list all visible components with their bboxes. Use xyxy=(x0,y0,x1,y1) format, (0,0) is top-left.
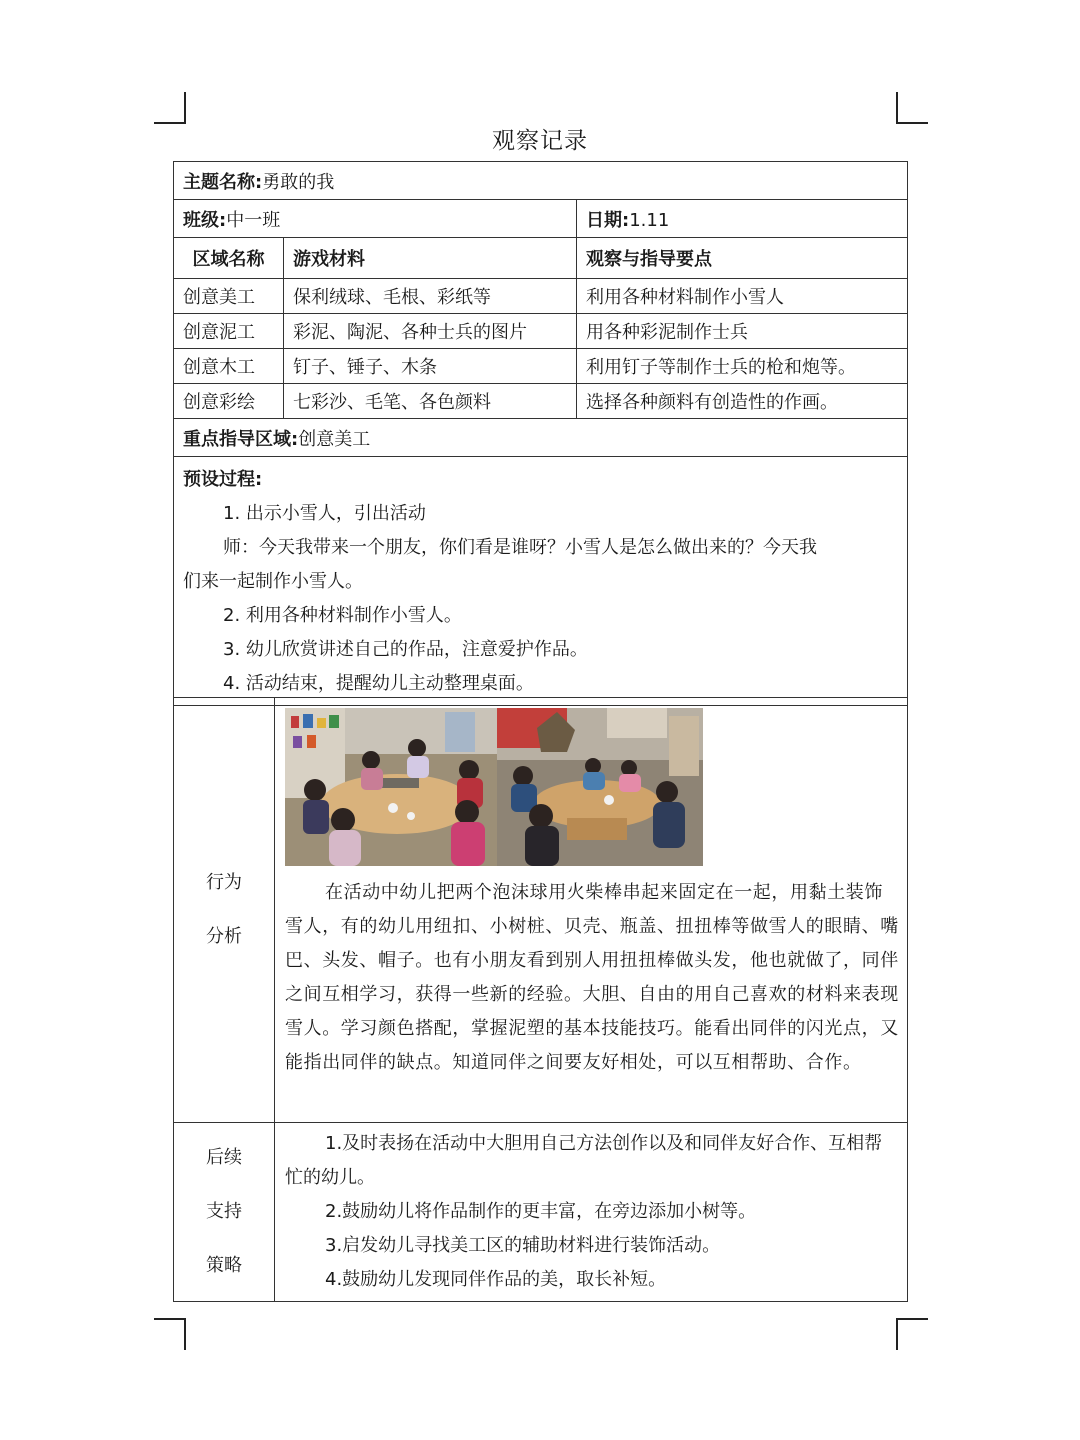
behavior-label-line-2: 分析 xyxy=(206,926,242,947)
process-teacher-line-2: 们来一起制作小雪人。 xyxy=(183,571,363,592)
follow-up-content-cell xyxy=(275,1123,908,1302)
activity-photo-right xyxy=(497,708,703,866)
theme-label: 主题名称: xyxy=(183,171,263,193)
table-row xyxy=(174,279,908,314)
follow-up-row xyxy=(174,1123,908,1302)
date-value: 1.11 xyxy=(629,209,670,231)
process-step-2: 2. 利用各种材料制作小雪人。 xyxy=(223,605,462,626)
class-date-row xyxy=(174,200,908,238)
column-header-materials: 游戏材料 xyxy=(284,238,577,279)
area-cell: 创意木工 xyxy=(174,349,284,384)
table-row xyxy=(174,384,908,419)
process-step-4: 4. 活动结束，提醒幼儿主动整理桌面。 xyxy=(223,673,534,694)
header-row xyxy=(174,238,908,279)
process-teacher-line-1: 师：今天我带来一个朋友，你们看是谁呀？小雪人是怎么做出来的？今天我 xyxy=(223,537,817,558)
behavior-label-cell xyxy=(174,698,275,1123)
analysis-table xyxy=(173,697,908,1302)
key-area-label: 重点指导区域: xyxy=(183,428,299,450)
activity-photo-left xyxy=(285,708,497,866)
follow-up-label-line-3: 策略 xyxy=(206,1255,242,1276)
class-label: 班级: xyxy=(183,209,227,231)
process-step-3: 3. 幼儿欣赏讲述自己的作品，注意爱护作品。 xyxy=(223,639,588,660)
date-cell xyxy=(577,200,908,238)
theme-cell xyxy=(174,162,908,200)
follow-up-item-4: 4.鼓励幼儿发现同伴作品的美，取长补短。 xyxy=(325,1269,667,1290)
activity-photos xyxy=(285,708,703,866)
area-cell: 创意彩绘 xyxy=(174,384,284,419)
column-header-area: 区域名称 xyxy=(174,238,284,279)
crop-mark-bottom-left xyxy=(154,1318,186,1350)
area-cell: 创意泥工 xyxy=(174,314,284,349)
class-cell xyxy=(174,200,577,238)
points-cell: 利用钉子等制作士兵的枪和炮等。 xyxy=(577,349,908,384)
process-label: 预设过程: xyxy=(183,469,263,490)
materials-cell: 七彩沙、毛笔、各色颜料 xyxy=(284,384,577,419)
key-area-value: 创意美工 xyxy=(298,428,371,450)
table-row xyxy=(174,314,908,349)
behavior-row xyxy=(174,698,908,1123)
process-step-1: 1. 出示小雪人，引出活动 xyxy=(223,503,426,524)
table-row xyxy=(174,349,908,384)
observation-table xyxy=(173,161,908,706)
crop-mark-top-right xyxy=(896,92,928,124)
points-cell: 选择各种颜料有创造性的作画。 xyxy=(577,384,908,419)
theme-value: 勇敢的我 xyxy=(262,171,335,193)
follow-up-label-cell xyxy=(174,1123,275,1302)
date-label: 日期: xyxy=(586,209,630,231)
follow-up-item-1: 1.及时表扬在活动中大胆用自己方法创作以及和同伴友好合作、互相帮忙的幼儿。 xyxy=(285,1133,883,1188)
crop-mark-top-left xyxy=(154,92,186,124)
column-header-points: 观察与指导要点 xyxy=(577,238,908,279)
points-cell: 利用各种材料制作小雪人 xyxy=(577,279,908,314)
materials-cell: 钉子、锤子、木条 xyxy=(284,349,577,384)
crop-mark-bottom-right xyxy=(896,1318,928,1350)
key-area-cell xyxy=(174,419,908,457)
points-cell: 用各种彩泥制作士兵 xyxy=(577,314,908,349)
behavior-analysis-text: 在活动中幼儿把两个泡沫球用火柴棒串起来固定在一起，用黏土装饰雪人，有的幼儿用纽扣、小树桩、贝壳、瓶盖、扭扭棒等做雪人的眼睛、嘴巴、头发、帽子。也有小朋友看到别人用扭扭棒做头发，他也就做了，同伴之间互相学习，获得一些新的经验。大胆、自由的用自己喜欢的材料来表现雪人。学习颜色搭配，掌握泥塑的基本技能技巧。能看出同伴的闪光点，又能指出同伴的缺点。知道同伴之间要友好相处，可以互相帮助、合作。 xyxy=(285,882,899,1073)
theme-row xyxy=(174,162,908,200)
area-cell: 创意美工 xyxy=(174,279,284,314)
behavior-content-cell xyxy=(275,698,908,1123)
behavior-label-line-1: 行为 xyxy=(206,872,242,893)
follow-up-item-2: 2.鼓励幼儿将作品制作的更丰富，在旁边添加小树等。 xyxy=(325,1201,757,1222)
follow-up-item-3: 3.启发幼儿寻找美工区的辅助材料进行装饰活动。 xyxy=(325,1235,721,1256)
process-row xyxy=(174,457,908,706)
materials-cell: 保利绒球、毛根、彩纸等 xyxy=(284,279,577,314)
follow-up-label-line-1: 后续 xyxy=(206,1147,242,1168)
materials-cell: 彩泥、陶泥、各种士兵的图片 xyxy=(284,314,577,349)
key-area-row xyxy=(174,419,908,457)
page-title: 观察记录 xyxy=(492,128,588,154)
follow-up-label-line-2: 支持 xyxy=(206,1201,242,1222)
class-value: 中一班 xyxy=(226,209,281,231)
process-cell xyxy=(174,457,908,706)
